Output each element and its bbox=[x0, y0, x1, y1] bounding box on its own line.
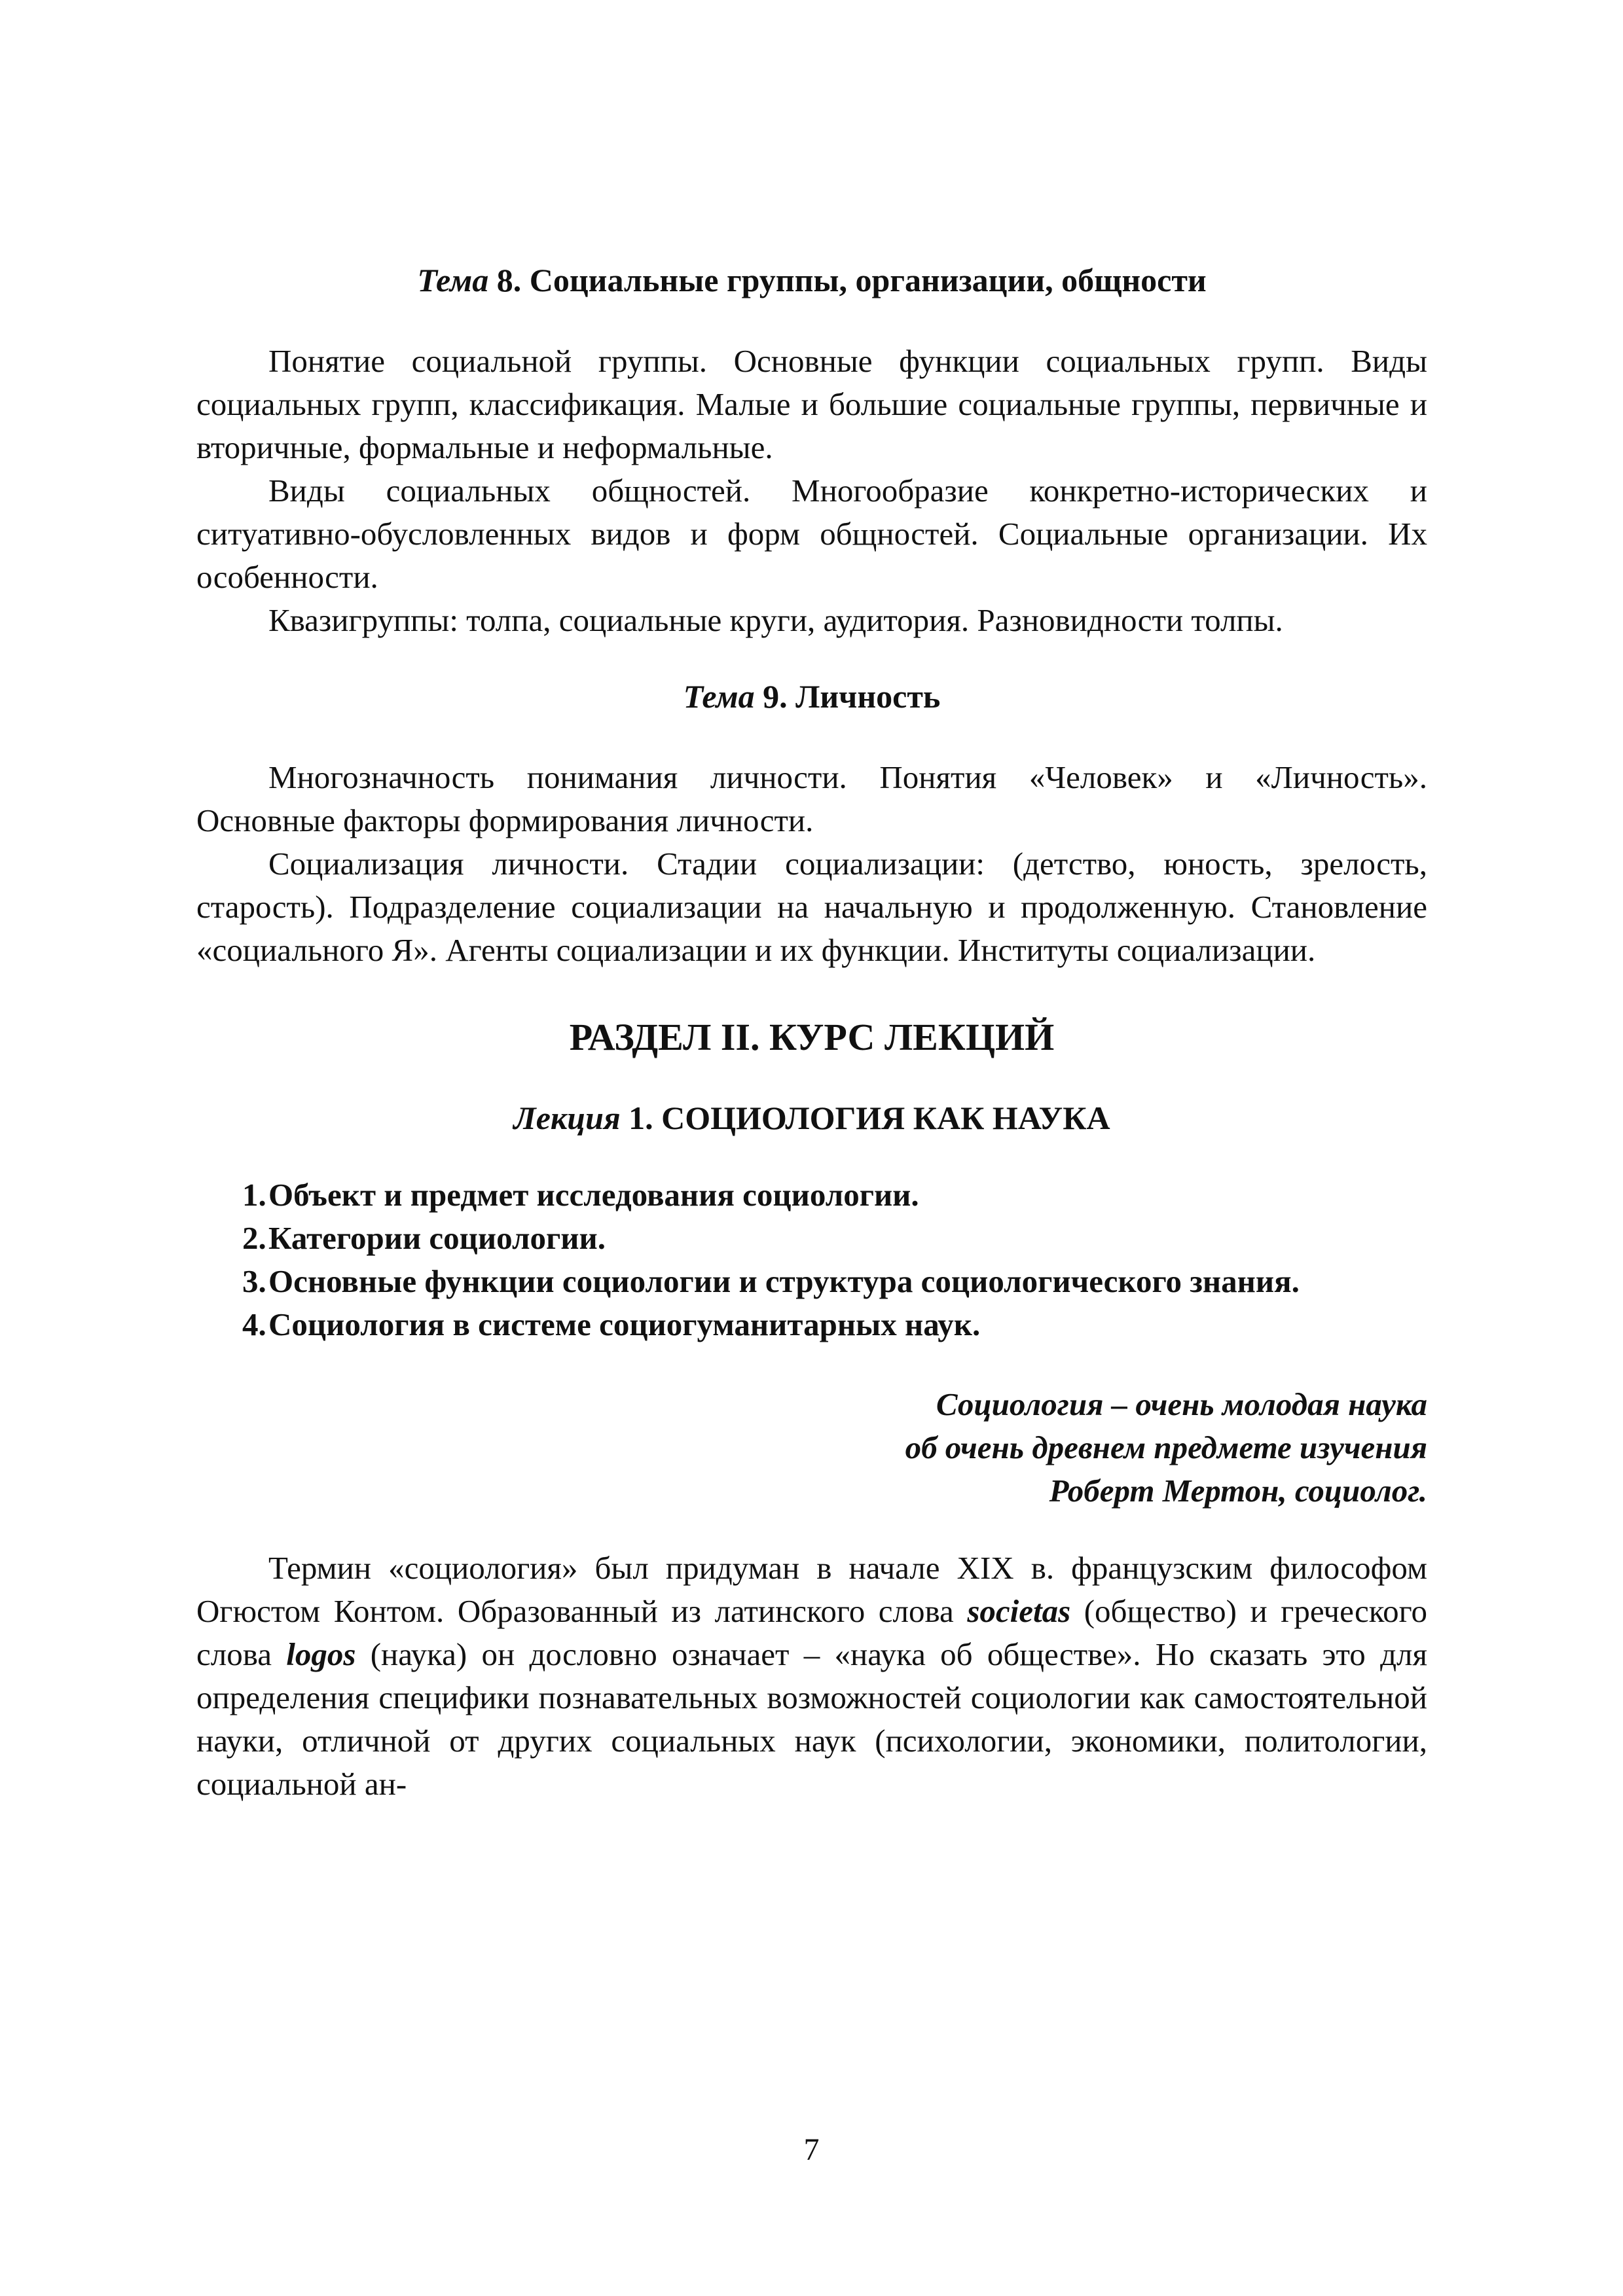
lecture-item-number: 1. bbox=[242, 1177, 266, 1213]
term-societas: societas bbox=[967, 1593, 1071, 1629]
lecture-item-number: 2. bbox=[242, 1220, 266, 1256]
epigraph-line-2: об очень древнем предмете изучения bbox=[905, 1429, 1427, 1465]
lecture-title: 1. СОЦИОЛОГИЯ КАК НАУКА bbox=[629, 1100, 1110, 1136]
lecture-item-text: Социология в системе социогуманитарных наук. bbox=[268, 1306, 981, 1342]
topic-8-label: Тема bbox=[417, 262, 489, 298]
intro-text-1: Термин «социология» был придуман в начале XIX в. французским философом Огюстом Контом. Образованный из латинского слова bbox=[196, 1550, 1427, 1629]
lecture-item-number: 4. bbox=[242, 1306, 266, 1342]
lecture-label: Лекция bbox=[513, 1100, 621, 1136]
lecture-outline-item bbox=[196, 1217, 1427, 1260]
lecture-outline-item bbox=[196, 1174, 1427, 1217]
page-content bbox=[196, 259, 1427, 1806]
epigraph-line-1: Социология – очень молодая наука bbox=[936, 1386, 1427, 1422]
page-number: 7 bbox=[803, 2132, 820, 2167]
lecture-item-text: Основные функции социологии и структура социологического знания. bbox=[268, 1263, 1300, 1299]
topic-9-title: 9. Личность bbox=[763, 678, 941, 715]
lecture-item-text: Категории социологии. bbox=[268, 1220, 606, 1256]
topic-8-paragraph-2: Виды социальных общностей. Многообразие конкретно-исторических и ситуативно-обусловленных видов и форм общностей. Социальные организации. Их особенности. bbox=[196, 473, 1427, 595]
lecture-outline-item bbox=[196, 1303, 1427, 1346]
lecture-outline-item bbox=[196, 1260, 1427, 1303]
term-logos: logos bbox=[286, 1636, 356, 1672]
topic-8-paragraph-1: Понятие социальной группы. Основные функции социальных групп. Виды социальных групп, классификация. Малые и большие социальные группы, первичные и вторичные, формальные и неформальные. bbox=[196, 343, 1427, 465]
intro-text-2: (общество) и греческого слова bbox=[196, 1593, 1427, 1672]
epigraph bbox=[196, 1383, 1427, 1513]
intro-text-3: (наука) он дословно означает – «наука об обществе». Но сказать это для определения специфики познавательных возможностей социологии как самостоятельной науки, отличной от других социальных наук (психологии, экономики, политологии, социальной ан- bbox=[196, 1636, 1427, 1802]
lecture-item-text: Объект и предмет исследования социологии. bbox=[268, 1177, 919, 1213]
lecture-item-number: 3. bbox=[242, 1263, 266, 1299]
lecture-outline bbox=[196, 1174, 1427, 1346]
intro-paragraph bbox=[196, 1547, 1427, 1806]
topic-8-title: 8. Социальные группы, организации, общности bbox=[496, 262, 1207, 298]
section-title: РАЗДЕЛ II. КУРС ЛЕКЦИЙ bbox=[569, 1016, 1055, 1058]
topic-8-paragraph-3: Квазигруппы: толпа, социальные круги, аудитория. Разновидности толпы. bbox=[268, 602, 1283, 638]
topic-8-heading bbox=[196, 259, 1427, 302]
topic-9-heading bbox=[196, 675, 1427, 718]
lecture-heading bbox=[196, 1096, 1427, 1139]
topic-9-label: Тема bbox=[683, 678, 755, 715]
topic-9-paragraph-1: Многозначность понимания личности. Понятия «Человек» и «Личность». Основные факторы формирования личности. bbox=[196, 759, 1427, 838]
epigraph-attribution: Роберт Мертон, социолог. bbox=[1049, 1473, 1427, 1509]
topic-9-paragraph-2: Социализация личности. Стадии социализации: (детство, юность, зрелость, старость). Подразделение социализации на начальную и продолженную. Становление «социального Я». Агенты социализации и их функции. Институты социализации. bbox=[196, 846, 1427, 968]
